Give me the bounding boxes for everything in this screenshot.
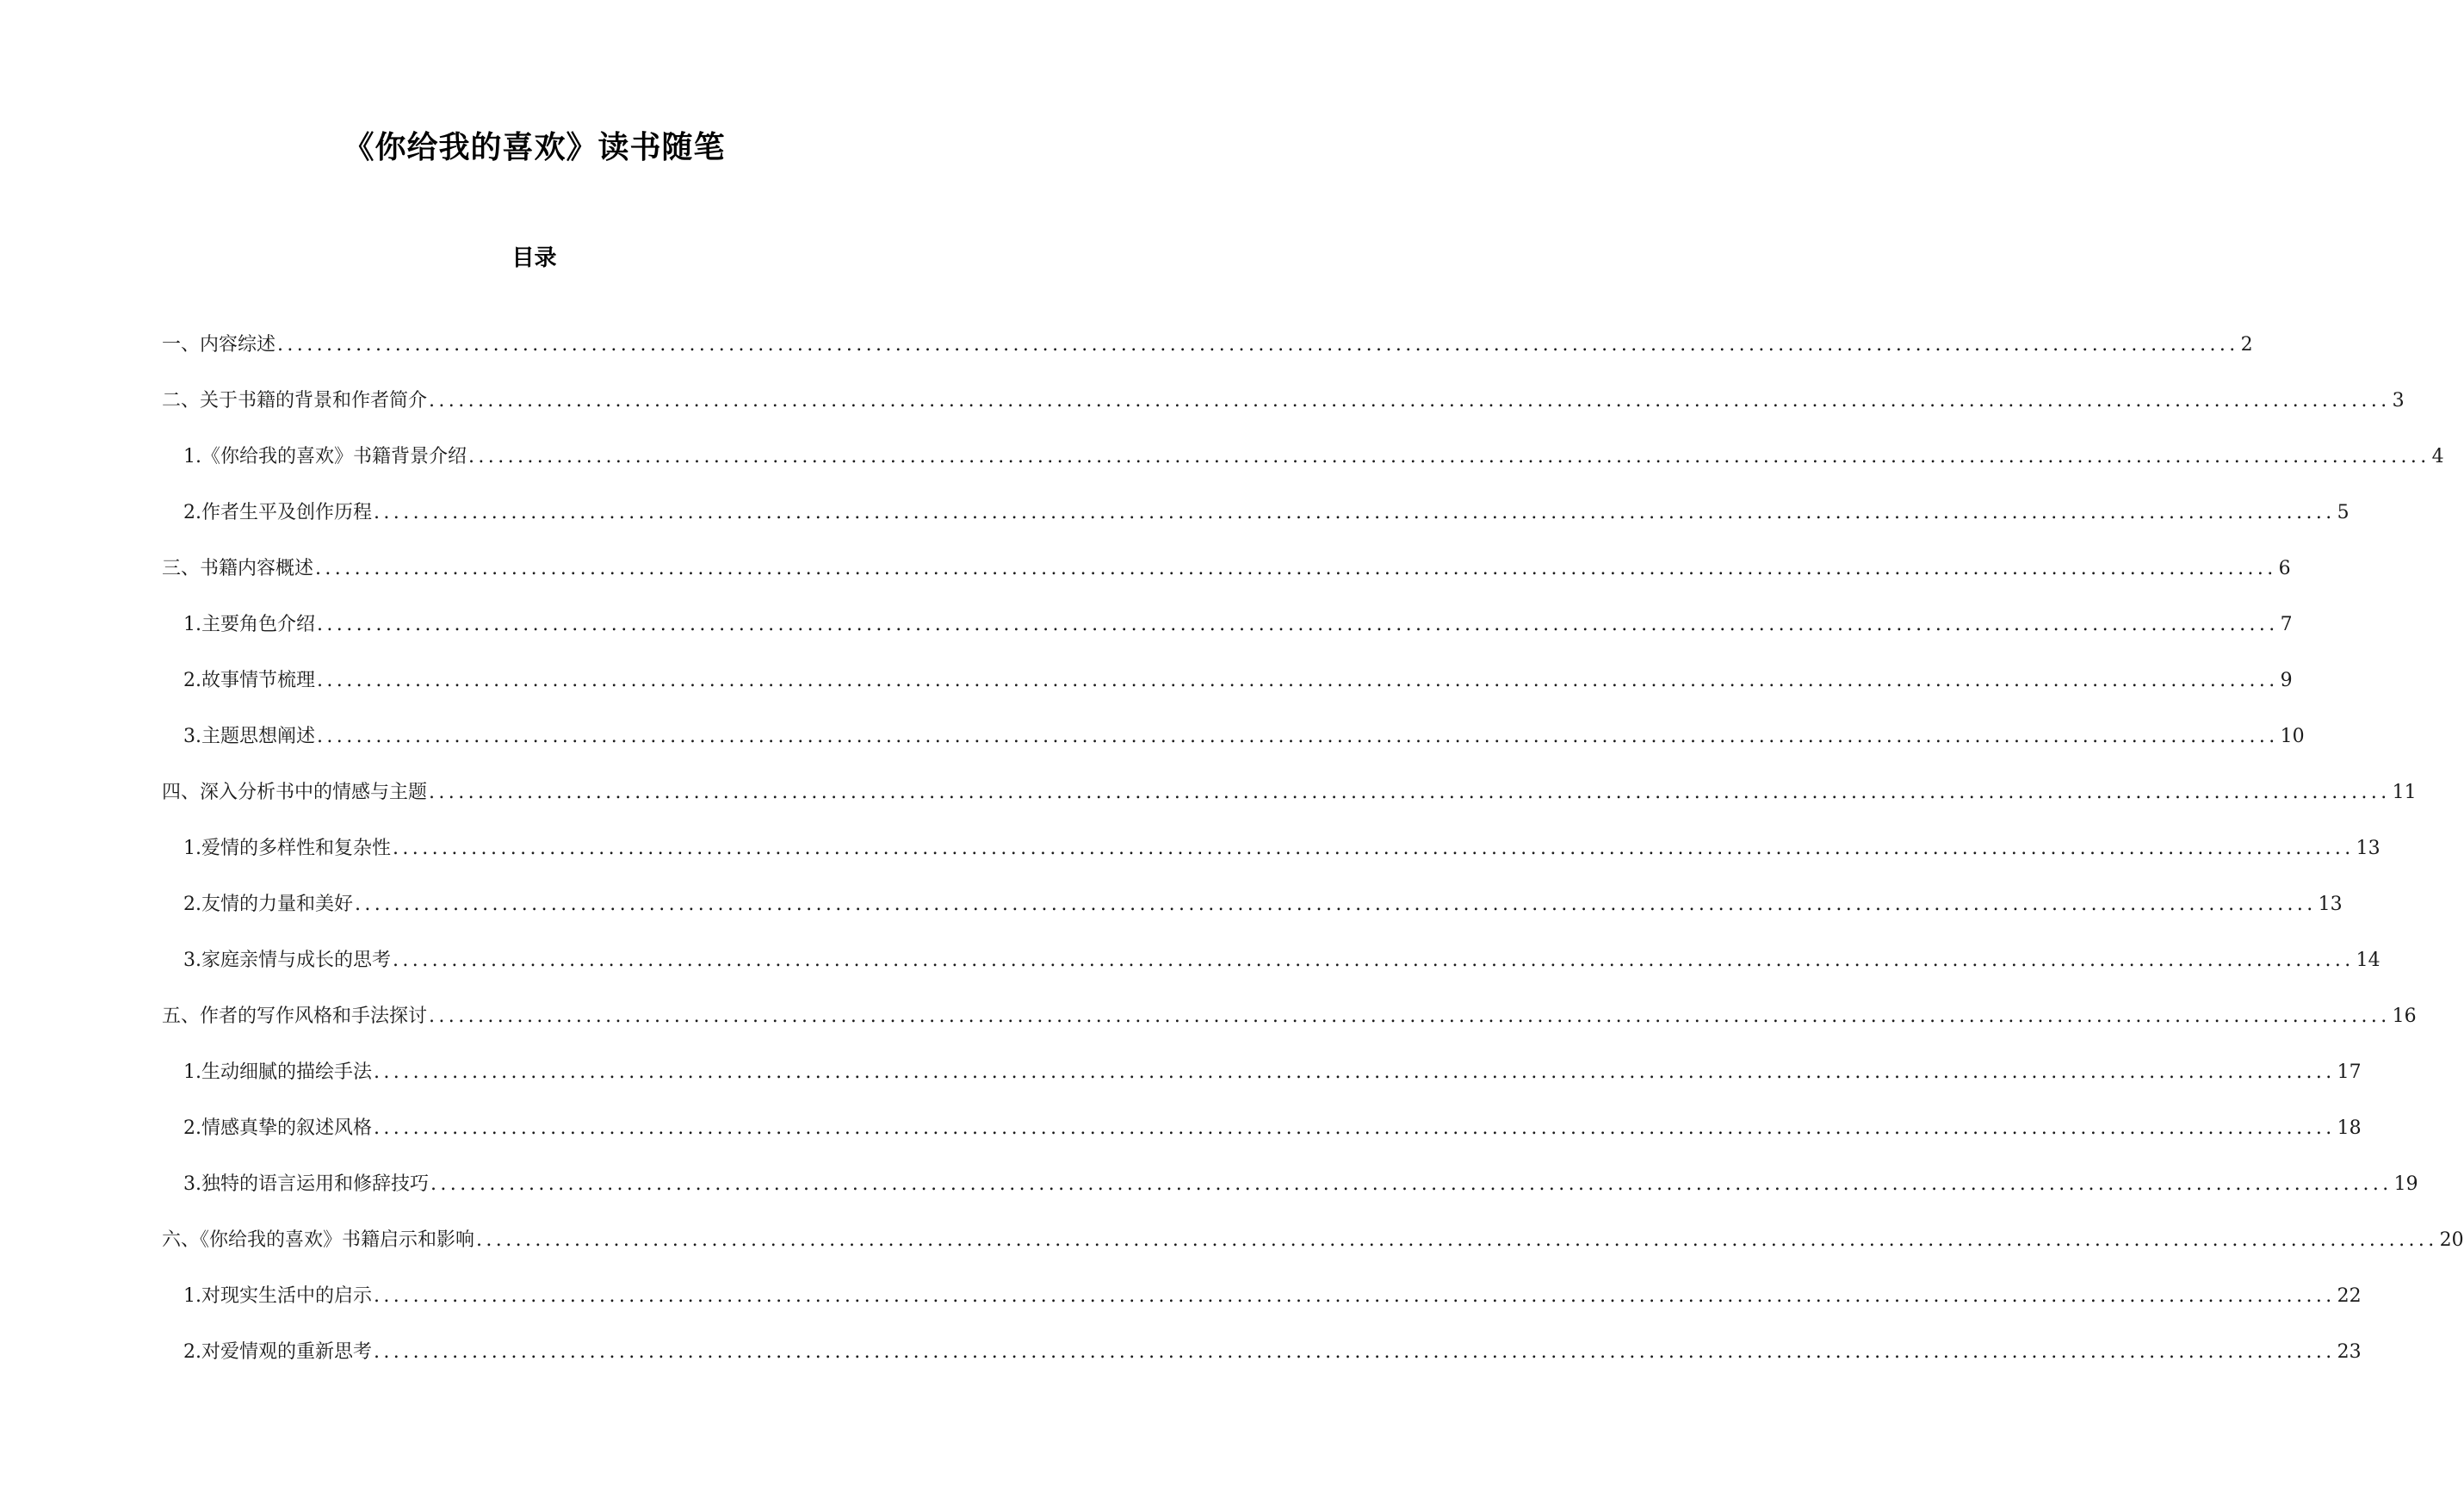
toc-entry[interactable]	[183, 443, 2444, 471]
toc-entry[interactable]	[162, 779, 2417, 807]
toc-leader-dots: ........................................................................................................................................................................................................	[317, 726, 2279, 747]
toc-entry-label: 独特的语言运用和修辞技巧	[201, 1173, 430, 1195]
toc-entry[interactable]	[183, 835, 2380, 863]
toc-leader-dots: ........................................................................................................................................................................................................	[430, 1173, 2393, 1195]
toc-entry[interactable]	[162, 1227, 2464, 1254]
toc-entry[interactable]	[183, 667, 2293, 695]
toc-entry[interactable]	[183, 499, 2349, 527]
toc-entry-label: 二、关于书籍的背景和作者简介	[162, 390, 428, 412]
toc-entry-page: 19	[2393, 1173, 2418, 1195]
toc-leader-dots: ........................................................................................................................................................................................................	[429, 390, 2391, 412]
toc-entry-page: 20	[2439, 1229, 2464, 1251]
toc-leader-dots: ........................................................................................................................................................................................................	[468, 446, 2430, 467]
toc-entry-page: 10	[2280, 726, 2305, 747]
toc-entry-label: 主题思想阐述	[201, 726, 316, 747]
toc-leader-dots: ........................................................................................................................................................................................................	[317, 614, 2279, 635]
toc-leader-dots: ........................................................................................................................................................................................................	[476, 1229, 2438, 1251]
toc-entry[interactable]	[183, 611, 2293, 639]
toc-entry-label: 对爱情观的重新思考	[201, 1341, 373, 1363]
toc-entry-label: 家庭亲情与成长的思考	[201, 950, 392, 971]
toc-entry-page: 14	[2356, 950, 2380, 971]
toc-entry-page: 5	[2337, 502, 2349, 523]
toc-entry[interactable]	[162, 331, 2253, 359]
toc-entry[interactable]	[183, 1115, 2362, 1142]
toc-entry-number: 1.	[183, 838, 201, 859]
toc-entry[interactable]	[162, 555, 2291, 583]
toc-entry[interactable]	[183, 891, 2343, 919]
toc-entry-page: 17	[2337, 1061, 2362, 1083]
toc-entry[interactable]	[183, 947, 2380, 975]
toc-entry-label: 对现实生活中的启示	[201, 1285, 373, 1307]
toc-entry[interactable]	[183, 1171, 2418, 1198]
toc-entry-label: 一、内容综述	[162, 334, 276, 356]
toc-entry-label: 生动细腻的描绘手法	[201, 1061, 373, 1083]
toc-entry-page: 2	[2240, 334, 2253, 356]
toc-entry[interactable]	[183, 723, 2305, 751]
toc-entry-page: 11	[2392, 782, 2417, 803]
toc-entry-label: 三、书籍内容概述	[162, 558, 314, 579]
toc-leader-dots: ........................................................................................................................................................................................................	[374, 1285, 2336, 1307]
toc-entry-page: 23	[2337, 1341, 2362, 1363]
toc-leader-dots: ........................................................................................................................................................................................................	[393, 950, 2355, 971]
toc-leader-dots: ........................................................................................................................................................................................................	[393, 838, 2355, 859]
toc-entry[interactable]	[183, 1283, 2362, 1310]
toc-entry-page: 7	[2280, 614, 2293, 635]
toc-leader-dots: ........................................................................................................................................................................................................	[374, 1341, 2336, 1363]
toc-entry-page: 9	[2280, 670, 2293, 691]
toc-entry-number: 1.	[183, 446, 201, 467]
toc-entry-page: 18	[2337, 1117, 2362, 1139]
toc-leader-dots: ........................................................................................................................................................................................................	[355, 894, 2317, 915]
toc-entry-page: 22	[2337, 1285, 2362, 1307]
toc-entry[interactable]	[162, 1003, 2417, 1030]
toc-entry-number: 1.	[183, 1061, 201, 1083]
toc-entry-page: 13	[2356, 838, 2380, 859]
toc-entry-label: 六、《你给我的喜欢》书籍启示和影响	[162, 1229, 475, 1251]
toc-entry[interactable]	[162, 387, 2405, 415]
toc-entry-label: 四、深入分析书中的情感与主题	[162, 782, 428, 803]
toc-entry-number: 3.	[183, 1173, 201, 1195]
toc-entry-label: 爱情的多样性和复杂性	[201, 838, 392, 859]
toc-entry-page: 4	[2431, 446, 2444, 467]
document-title: 《你给我的喜欢》读书随笔	[343, 130, 726, 165]
toc-entry[interactable]	[183, 1339, 2362, 1366]
toc-heading: 目录	[511, 245, 557, 271]
toc-entry-number: 1.	[183, 1285, 201, 1307]
toc-entry-page: 16	[2392, 1006, 2417, 1027]
toc-leader-dots: ........................................................................................................................................................................................................	[315, 558, 2277, 579]
toc-entry-number: 2.	[183, 894, 201, 915]
toc-entry-label: 五、作者的写作风格和手法探讨	[162, 1006, 428, 1027]
toc-entry-number: 3.	[183, 726, 201, 747]
toc-leader-dots: ........................................................................................................................................................................................................	[277, 334, 2239, 356]
toc-entry-number: 2.	[183, 670, 201, 691]
toc-entry-label: 《你给我的喜欢》书籍背景介绍	[201, 446, 467, 467]
toc-entry-page: 3	[2392, 390, 2405, 412]
toc-leader-dots: ........................................................................................................................................................................................................	[374, 1117, 2336, 1139]
toc-entry-number: 2.	[183, 502, 201, 523]
toc-entry-number: 3.	[183, 950, 201, 971]
toc-entry-number: 2.	[183, 1341, 201, 1363]
toc-leader-dots: ........................................................................................................................................................................................................	[429, 1006, 2391, 1027]
toc-entry-label: 故事情节梳理	[201, 670, 316, 691]
toc-leader-dots: ........................................................................................................................................................................................................	[374, 502, 2336, 523]
toc-entry-number: 2.	[183, 1117, 201, 1139]
toc-leader-dots: ........................................................................................................................................................................................................	[429, 782, 2391, 803]
toc-entry-page: 13	[2318, 894, 2343, 915]
toc-entry-label: 主要角色介绍	[201, 614, 316, 635]
toc-entry-number: 1.	[183, 614, 201, 635]
toc-entry-label: 情感真挚的叙述风格	[201, 1117, 373, 1139]
toc-entry-label: 作者生平及创作历程	[201, 502, 373, 523]
toc-entry-page: 6	[2278, 558, 2291, 579]
toc-entry[interactable]	[183, 1059, 2362, 1086]
toc-leader-dots: ........................................................................................................................................................................................................	[317, 670, 2279, 691]
toc-leader-dots: ........................................................................................................................................................................................................	[374, 1061, 2336, 1083]
toc-entry-label: 友情的力量和美好	[201, 894, 354, 915]
